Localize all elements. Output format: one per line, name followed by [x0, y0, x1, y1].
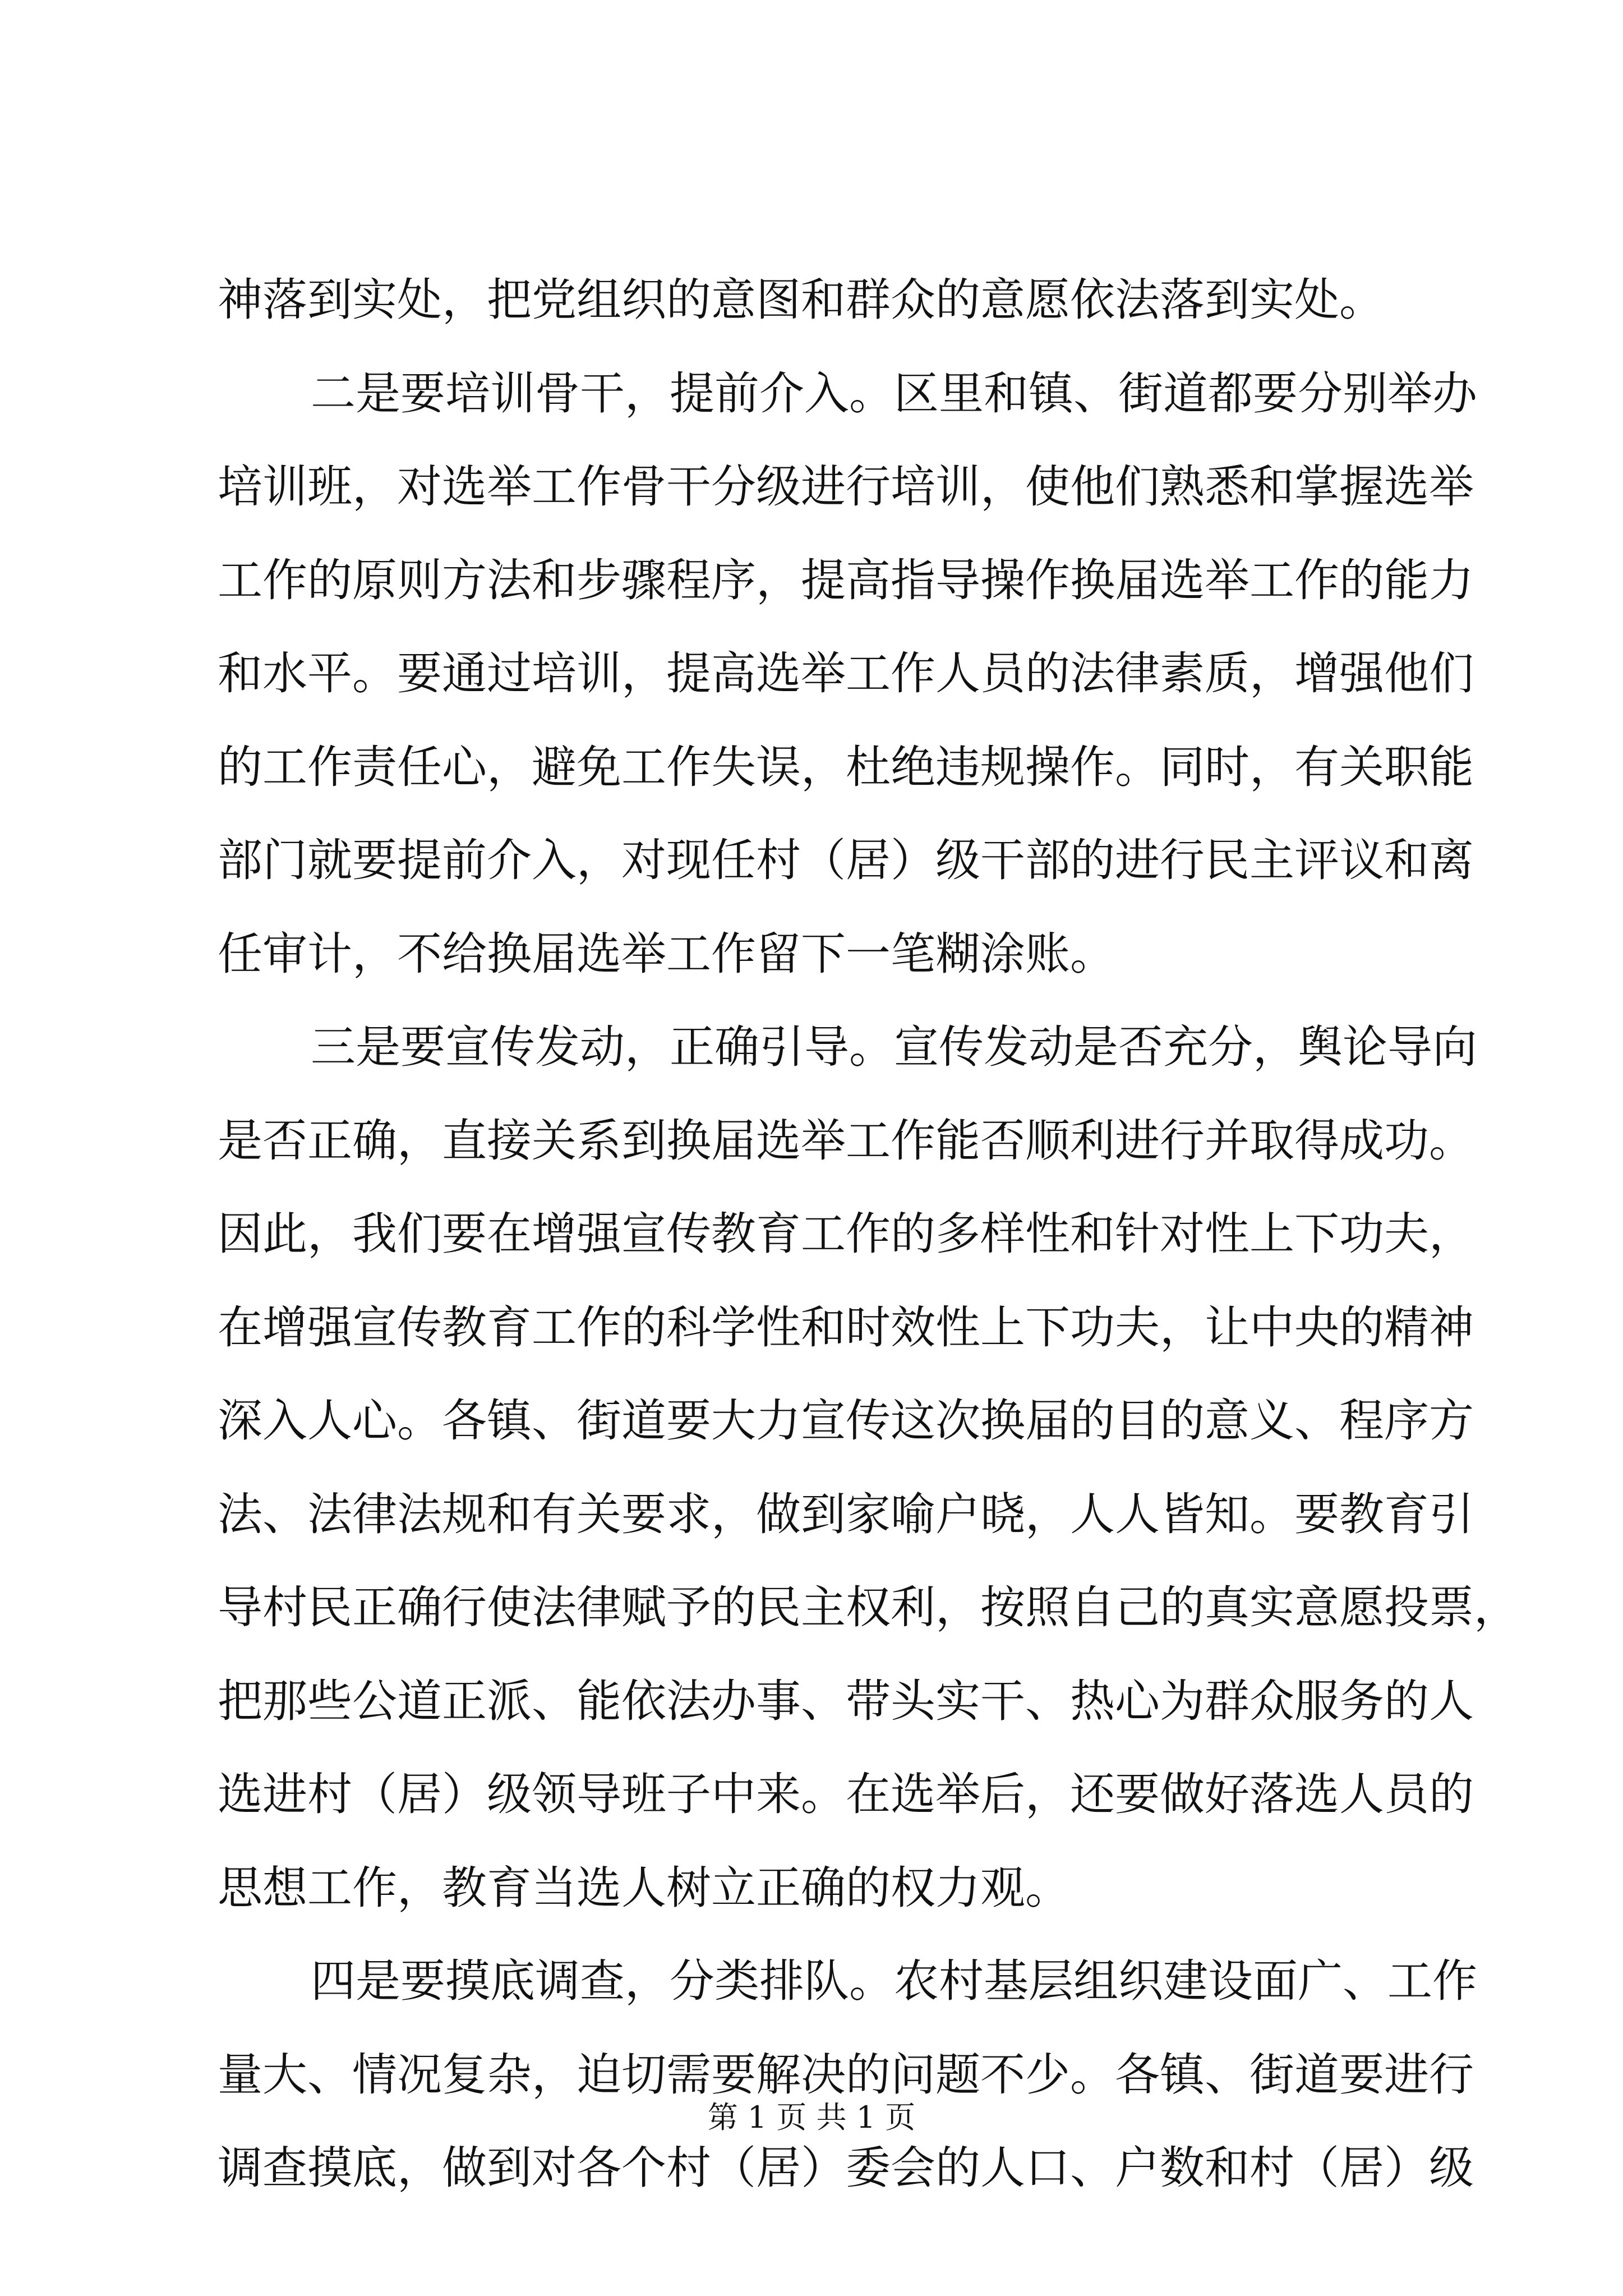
- text-line: 任审计，不给换届选举工作留下一笔糊涂账。: [218, 927, 1115, 980]
- text-line: 培训班，对选举工作骨干分级进行培训，使他们熟悉和掌握选举: [218, 461, 1474, 513]
- text-line: 部门就要提前介入，对现任村（居）级干部的进行民主评议和离: [218, 834, 1474, 886]
- page-footer: 第 1 页 共 1 页: [707, 2100, 916, 2135]
- text-line: 导村民正确行使法律赋予的民主权利，按照自己的真实意愿投票，: [218, 1581, 1519, 1634]
- text-line: 选进村（居）级领导班子中来。在选举后，还要做好落选人员的: [218, 1768, 1474, 1820]
- text-line: 神落到实处，把党组织的意图和群众的意愿依法落到实处。: [218, 274, 1384, 326]
- text-line: 的工作责任心，避免工作失误，杜绝违规操作。同时，有关职能: [218, 740, 1474, 793]
- text-line: 量大、情况复杂，迫切需要解决的问题不少。各镇、街道要进行: [218, 2048, 1474, 2101]
- text-line: 法、法律法规和有关要求，做到家喻户晓，人人皆知。要教育引: [218, 1488, 1474, 1540]
- body-text: [218, 254, 1519, 2215]
- text-line: 调查摸底，做到对各个村（居）委会的人口、户数和村（居）级: [218, 2142, 1474, 2194]
- text-line: 在增强宣传教育工作的科学性和时效性上下功夫，让中央的精神: [218, 1301, 1474, 1354]
- text-line: 思想工作，教育当选人树立正确的权力观。: [218, 1861, 1070, 1914]
- text-line: 是否正确，直接关系到换届选举工作能否顺利进行并取得成功。: [218, 1114, 1474, 1167]
- text-line: 深入人心。各镇、街道要大力宣传这次换届的目的意义、程序方: [218, 1395, 1474, 1447]
- paragraph-first-line: 二是要培训骨干，提前介入。区里和镇、街道都要分别举办: [311, 367, 1477, 420]
- text-line: 和水平。要通过培训，提高选举工作人员的法律素质，增强他们: [218, 647, 1474, 700]
- text-line: 工作的原则方法和步骤程序，提高指导操作换届选举工作的能力: [218, 554, 1474, 606]
- paragraph-first-line: 四是要摸底调查，分类排队。农村基层组织建设面广、工作: [311, 1955, 1477, 2007]
- text-line: 把那些公道正派、能依法办事、带头实干、热心为群众服务的人: [218, 1674, 1474, 1727]
- text-line: 因此，我们要在增强宣传教育工作的多样性和针对性上下功夫，: [218, 1208, 1474, 1260]
- paragraph-first-line: 三是要宣传发动，正确引导。宣传发动是否充分，舆论导向: [311, 1021, 1477, 1073]
